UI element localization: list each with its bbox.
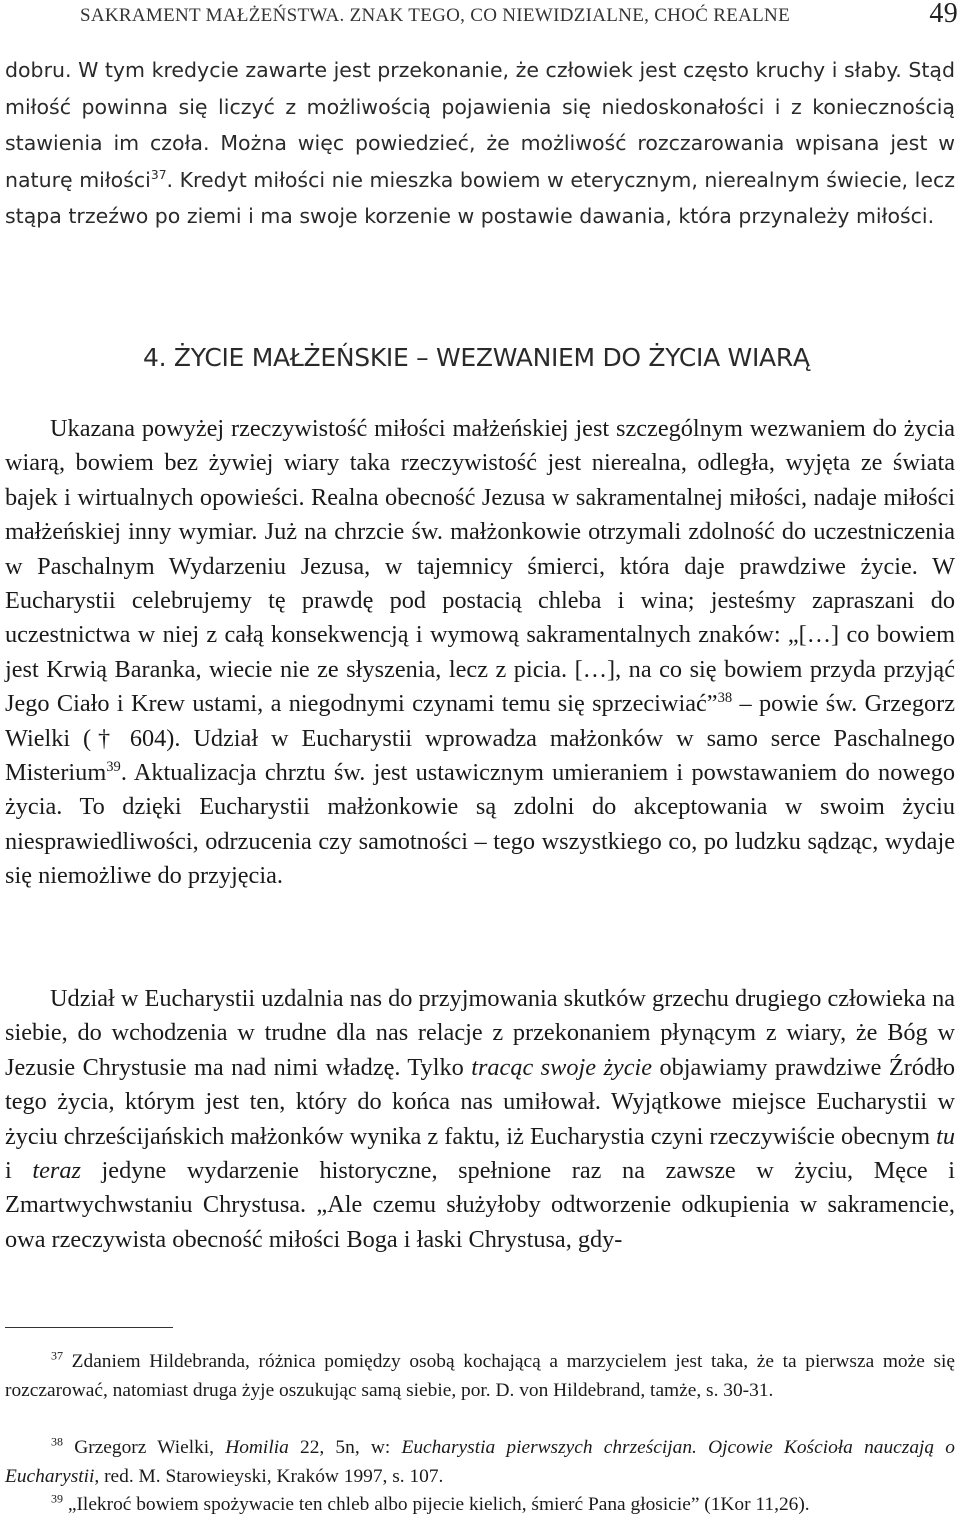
top-paragraph: dobru. W tym kredycie zawarte jest przekonanie, że człowiek jest często kruchy i słaby. Stąd miłość powinna się liczyć z możliwością pojawienia się niedoskonałości i z koniecznością stawienia im czoła. Można więc powiedzieć, że możliwość rozczarowania wpisana jest w naturę miłości$^{37}$. Kredyt miłości nie mieszka bowiem w eterycznym, nierealnym świecie, lecz stąpa trzeźwo po ziemi i ma swoje korzenie w postawie dawania, która przynależy miłości. bbox=[5, 58, 955, 228]
page-number: 49 bbox=[929, 0, 958, 29]
section-heading: 4. ŻYCIE MAŁŻEŃSKIE – WEZWANIEM DO ŻYCIA WIARĄ bbox=[143, 343, 810, 372]
footnote-ref-38[interactable]: 38 bbox=[717, 690, 733, 707]
footnote-number: 37 bbox=[51, 1348, 64, 1363]
footnote-ref-37[interactable]: 37 bbox=[150, 167, 167, 182]
footnote-separator bbox=[5, 1327, 173, 1328]
running-header bbox=[80, 2, 958, 32]
body-paragraph-2: Udział w Eucharystii uzdalnia nas do przyjmowania skutków grzechu drugiego człowieka na siebie, do wchodzenia w trudne dla nas relacje z przekonaniem płynącym z wiary, że Bóg w Jezusie Chrystusie ma nad nimi władzę. Tylko tracąc swoje życie objawiamy prawdziwe Źródło tego życia, którym jest ten, który do końca nas umiłował. Wyjątkowe miejsce Eucharystii w życiu chrześcijańskich małżonków wynika z faktu, iż Eucharystia czyni rzeczywiście obecnym tu i teraz jedyne wydarzenie historyczne, spełnione raz na zawsze w życiu, Męce i Zmartwychwstaniu Chrystusa. „Ale czemu służyłoby odtworzenie odkupienia w sakramencie, owa rzeczywista obecność miłości Boga i łaski Chrystusa, gdy- bbox=[5, 985, 955, 1253]
running-title: SAKRAMENT MAŁŻEŃSTWA. ZNAK TEGO, CO NIEWIDZIALNE, CHOĆ REALNE bbox=[80, 5, 790, 26]
body-paragraph-1: Ukazana powyżej rzeczywistość miłości małżeńskiej jest szczególnym wezwaniem do życia wiarą, bowiem bez żywiej wiary taka rzeczywistość jest nierealna, odległa, wyjęta ze świata bajek i wirtualnych opowieści. Realna obecność Jezusa w sakramentalnej miłości, nadaje miłości małżeńskiej inny wymiar. Już na chrzcie św. małżonkowie otrzymali zdolność do uczestniczenia w Paschalnym Wydarzeniu Jezusa, w tajemnicy śmierci, która daje prawdziwe życie. W Eucharystii celebrujemy tę prawdę pod postacią chleba i wina; jesteśmy zapraszani do uczestnictwa w niej z całą konsekwencją i wymową sakramentalnych znaków: „[…] co bowiem jest Krwią Baranka, wiecie nie ze słyszenia, lecz z picia. […], na co się bowiem przyda przyjąć Jego Ciało i Krew ustami, a niegodnymi czynami temu się sprzeciwiać”$^{38}$ – powie św. Grzegorz Wielki († 604). Udział w Eucharystii wprowadza małżonków w samo serce Paschalnego Misterium$^{39}$. Aktualizacja chrztu św. jest ustawicznym umieraniem i powstawaniem do nowego życia. To dzięki Eucharystii małżonkowie są zdolni do akceptowania w swoim życiu niesprawiedliwości, odrzucenia czy samotności – tego wszystkiego co, po ludzku sądząc, wydaje się niemożliwe do przyjęcia. bbox=[5, 415, 955, 890]
footnote-38: $^{38}$ Grzegorz Wielki, Homilia 22, 5n, w: Eucharystia pierwszych chrześcijan. Ojcowie Kościoła nauczają o Eucharystii, red. M. Starowieyski, Kraków 1997, s. 107. bbox=[5, 1434, 955, 1487]
footnote-number: 38 bbox=[51, 1434, 64, 1449]
footnote-ref-39[interactable]: 39 bbox=[106, 758, 121, 775]
footnote-37: $^{37}$ Zdaniem Hildebranda, różnica pomiędzy osobą kochającą a marzycielem jest taka, że ta pierwsza może się rozczarować, natomiast druga żyje oszukując samą siebie, por. D. von Hildebrand, tamże, s. 30-31. bbox=[5, 1348, 955, 1401]
footnote-number: 39 bbox=[51, 1491, 64, 1506]
footnote-39: $^{39}$ „Ilekroć bowiem spożywacie ten chleb albo pijecie kielich, śmierć Pana głosicie” (1Kor 11,26). bbox=[51, 1491, 810, 1515]
